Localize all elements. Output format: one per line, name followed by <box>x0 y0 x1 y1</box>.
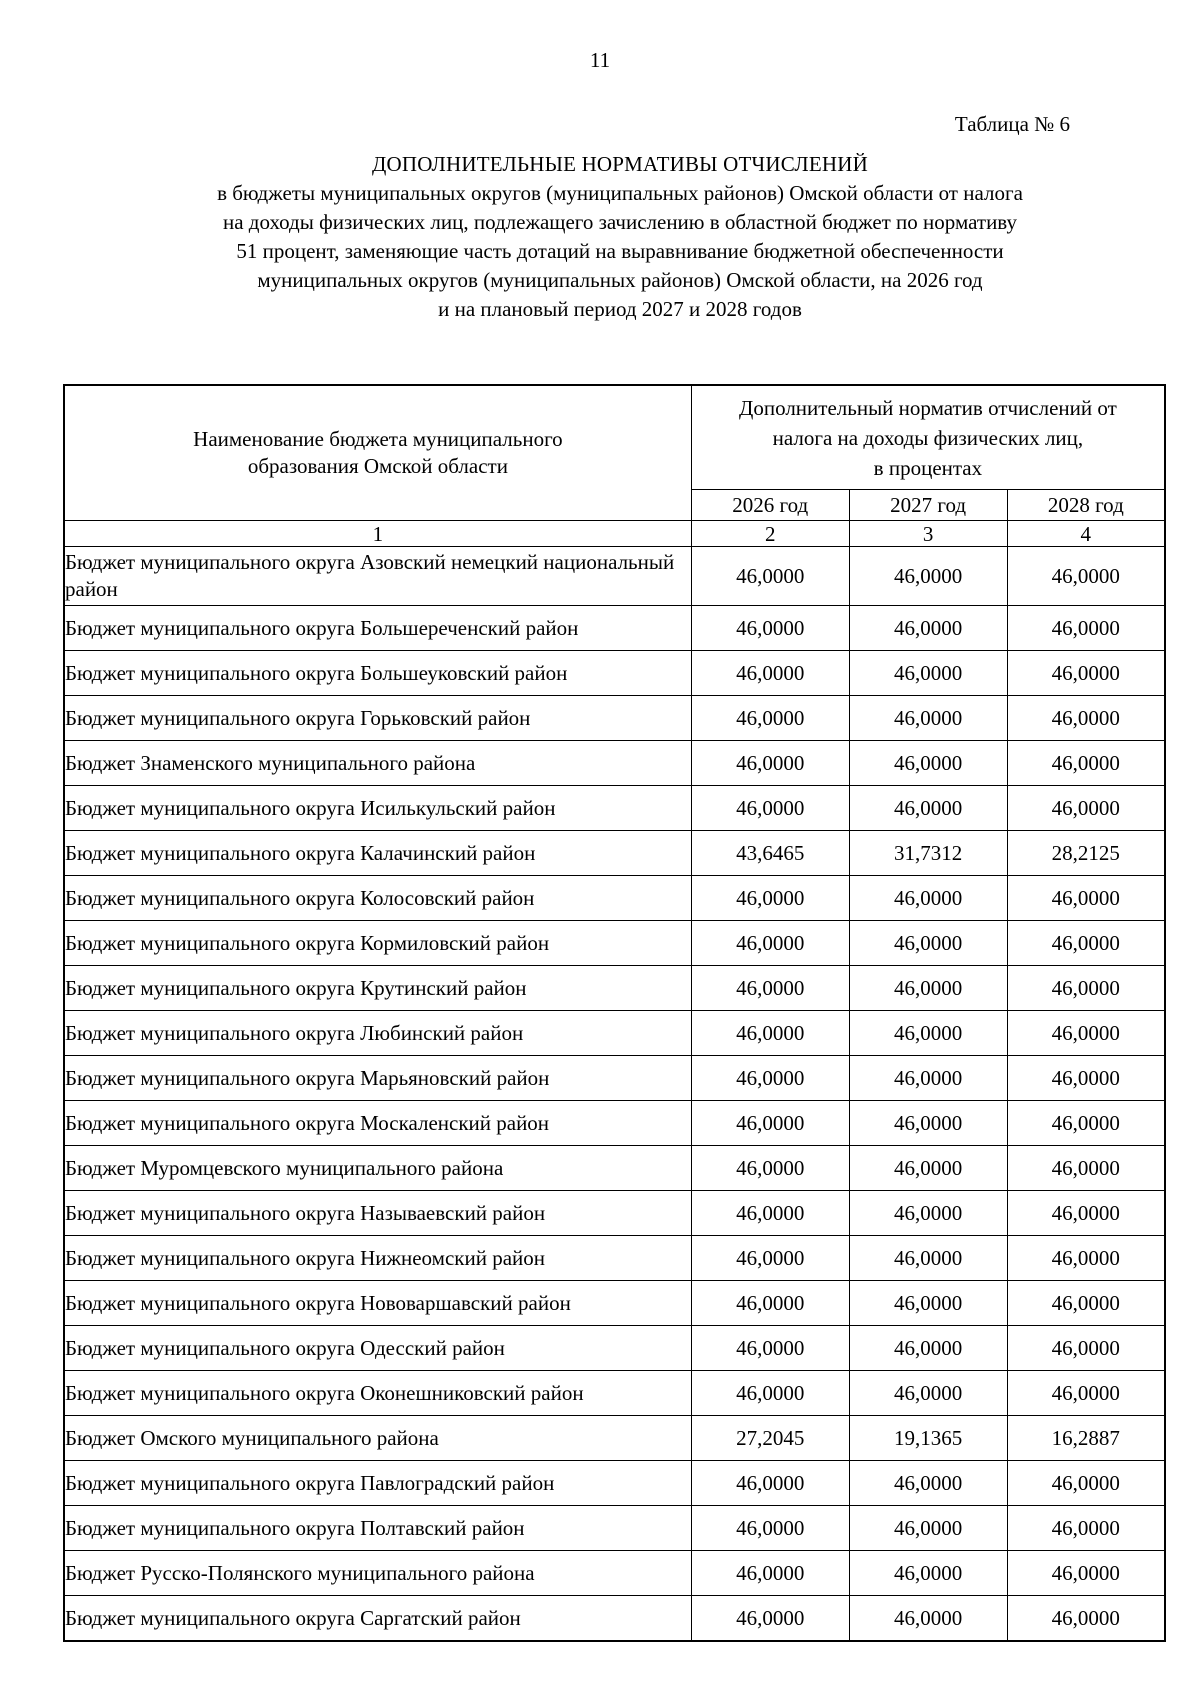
column-number-4: 4 <box>1007 521 1165 547</box>
table-row <box>64 1191 1165 1236</box>
row-value-2026: 46,0000 <box>691 1011 849 1056</box>
row-value-2027: 46,0000 <box>849 606 1007 651</box>
row-value-2026: 46,0000 <box>691 1281 849 1326</box>
table-row <box>64 1236 1165 1281</box>
row-value-2028: 46,0000 <box>1007 1506 1165 1551</box>
row-name: Бюджет муниципального округа Марьяновский район <box>64 1056 691 1101</box>
document-title <box>140 150 1100 324</box>
row-value-2028: 46,0000 <box>1007 1461 1165 1506</box>
header-budget-name-line-2: образования Омской области <box>247 454 508 478</box>
row-value-2027: 19,1365 <box>849 1416 1007 1461</box>
title-line-3: на доходы физических лиц, подлежащего зачислению в областной бюджет по нормативу <box>222 210 1018 234</box>
table-row <box>64 786 1165 831</box>
table-row <box>64 831 1165 876</box>
table-row <box>64 741 1165 786</box>
title-line-6: и на плановый период 2027 и 2028 годов <box>438 297 802 321</box>
row-value-2026: 46,0000 <box>691 966 849 1011</box>
table-row <box>64 1461 1165 1506</box>
row-value-2028: 46,0000 <box>1007 696 1165 741</box>
row-value-2027: 46,0000 <box>849 1551 1007 1596</box>
row-value-2028: 46,0000 <box>1007 606 1165 651</box>
title-line-2: в бюджеты муниципальных округов (муниципальных районов) Омской области от налога <box>217 181 1023 205</box>
header-budget-name-line-1: Наименование бюджета муниципального <box>193 427 563 451</box>
row-name: Бюджет муниципального округа Большереченский район <box>64 606 691 651</box>
row-value-2026: 46,0000 <box>691 921 849 966</box>
row-value-2026: 46,0000 <box>691 547 849 606</box>
row-value-2027: 46,0000 <box>849 1011 1007 1056</box>
row-value-2028: 46,0000 <box>1007 741 1165 786</box>
table-row <box>64 1416 1165 1461</box>
column-number-3: 3 <box>849 521 1007 547</box>
table-row <box>64 1326 1165 1371</box>
row-name: Бюджет муниципального округа Нижнеомский район <box>64 1236 691 1281</box>
header-year-2027: 2027 год <box>849 490 1007 521</box>
row-value-2026: 46,0000 <box>691 786 849 831</box>
table-row <box>64 1281 1165 1326</box>
table-row <box>64 921 1165 966</box>
row-value-2027: 46,0000 <box>849 966 1007 1011</box>
table-row <box>64 1596 1165 1642</box>
row-name: Бюджет муниципального округа Называевский район <box>64 1191 691 1236</box>
row-name: Бюджет Знаменского муниципального района <box>64 741 691 786</box>
row-name: Бюджет Русско-Полянского муниципального района <box>64 1551 691 1596</box>
row-name: Бюджет муниципального округа Москаленский район <box>64 1101 691 1146</box>
row-value-2028: 46,0000 <box>1007 1326 1165 1371</box>
page-number: 11 <box>589 48 611 72</box>
table-row <box>64 651 1165 696</box>
row-name: Бюджет муниципального округа Крутинский район <box>64 966 691 1011</box>
row-value-2028: 46,0000 <box>1007 1551 1165 1596</box>
row-value-2028: 46,0000 <box>1007 1011 1165 1056</box>
row-name: Бюджет муниципального округа Оконешниковский район <box>64 1371 691 1416</box>
row-value-2027: 46,0000 <box>849 786 1007 831</box>
row-value-2028: 46,0000 <box>1007 1596 1165 1642</box>
row-value-2028: 46,0000 <box>1007 1236 1165 1281</box>
table-row <box>64 1506 1165 1551</box>
row-value-2028: 46,0000 <box>1007 1101 1165 1146</box>
column-number-1: 1 <box>64 521 691 547</box>
header-year-2026: 2026 год <box>691 490 849 521</box>
row-value-2027: 46,0000 <box>849 1101 1007 1146</box>
row-value-2028: 46,0000 <box>1007 966 1165 1011</box>
row-value-2028: 46,0000 <box>1007 921 1165 966</box>
row-value-2028: 46,0000 <box>1007 1281 1165 1326</box>
row-value-2027: 46,0000 <box>849 1461 1007 1506</box>
row-value-2026: 46,0000 <box>691 741 849 786</box>
row-value-2027: 46,0000 <box>849 1371 1007 1416</box>
header-year-2028: 2028 год <box>1007 490 1165 521</box>
row-value-2027: 31,7312 <box>849 831 1007 876</box>
row-value-2026: 46,0000 <box>691 1596 849 1642</box>
row-value-2027: 46,0000 <box>849 696 1007 741</box>
row-name: Бюджет муниципального округа Азовский немецкий национальный район <box>64 547 691 606</box>
row-value-2027: 46,0000 <box>849 547 1007 606</box>
table-row <box>64 876 1165 921</box>
row-value-2026: 27,2045 <box>691 1416 849 1461</box>
row-name: Бюджет муниципального округа Большеуковский район <box>64 651 691 696</box>
header-norm-line-1: Дополнительный норматив отчислений от <box>739 395 1117 420</box>
header-norm-group <box>691 385 1165 490</box>
row-value-2028: 46,0000 <box>1007 1371 1165 1416</box>
row-name: Бюджет муниципального округа Одесский район <box>64 1326 691 1371</box>
table-row <box>64 547 1165 606</box>
column-number-2: 2 <box>691 521 849 547</box>
norms-table <box>63 384 1166 1642</box>
title-line-5: муниципальных округов (муниципальных районов) Омской области, на 2026 год <box>257 268 983 292</box>
row-value-2026: 46,0000 <box>691 1146 849 1191</box>
row-value-2026: 46,0000 <box>691 876 849 921</box>
row-name: Бюджет Муромцевского муниципального района <box>64 1146 691 1191</box>
title-line-1: ДОПОЛНИТЕЛЬНЫЕ НОРМАТИВЫ ОТЧИСЛЕНИЙ <box>371 152 868 176</box>
row-value-2026: 46,0000 <box>691 1371 849 1416</box>
row-name: Бюджет муниципального округа Павлоградский район <box>64 1461 691 1506</box>
row-value-2028: 46,0000 <box>1007 1146 1165 1191</box>
row-name: Бюджет муниципального округа Колосовский район <box>64 876 691 921</box>
row-value-2026: 46,0000 <box>691 1551 849 1596</box>
row-value-2026: 46,0000 <box>691 1101 849 1146</box>
row-name: Бюджет муниципального округа Нововаршавский район <box>64 1281 691 1326</box>
header-norm-line-3: в процентах <box>873 455 983 480</box>
row-value-2027: 46,0000 <box>849 1281 1007 1326</box>
row-value-2027: 46,0000 <box>849 651 1007 696</box>
table-row <box>64 606 1165 651</box>
row-name: Бюджет муниципального округа Калачинский район <box>64 831 691 876</box>
row-value-2027: 46,0000 <box>849 1056 1007 1101</box>
row-value-2028: 46,0000 <box>1007 1191 1165 1236</box>
row-name: Бюджет муниципального округа Полтавский район <box>64 1506 691 1551</box>
row-value-2027: 46,0000 <box>849 741 1007 786</box>
row-name: Бюджет муниципального округа Горьковский район <box>64 696 691 741</box>
row-value-2027: 46,0000 <box>849 1236 1007 1281</box>
row-value-2026: 46,0000 <box>691 1191 849 1236</box>
row-value-2027: 46,0000 <box>849 1506 1007 1551</box>
row-value-2026: 46,0000 <box>691 606 849 651</box>
table-row <box>64 1371 1165 1416</box>
row-value-2027: 46,0000 <box>849 1596 1007 1642</box>
header-budget-name <box>64 385 691 521</box>
header-norm-line-2: налога на доходы физических лиц, <box>772 425 1084 450</box>
table-row <box>64 1011 1165 1056</box>
table-row <box>64 1056 1165 1101</box>
table-row <box>64 696 1165 741</box>
row-value-2028: 16,2887 <box>1007 1416 1165 1461</box>
row-value-2026: 46,0000 <box>691 1506 849 1551</box>
row-name: Бюджет Омского муниципального района <box>64 1416 691 1461</box>
row-value-2027: 46,0000 <box>849 1326 1007 1371</box>
title-line-4: 51 процент, заменяющие часть дотаций на выравнивание бюджетной обеспеченности <box>236 239 1004 263</box>
row-value-2026: 46,0000 <box>691 651 849 696</box>
row-name: Бюджет муниципального округа Саргатский район <box>64 1596 691 1642</box>
row-value-2028: 46,0000 <box>1007 876 1165 921</box>
row-value-2026: 46,0000 <box>691 1236 849 1281</box>
table-row <box>64 1551 1165 1596</box>
row-value-2026: 46,0000 <box>691 1056 849 1101</box>
row-value-2026: 43,6465 <box>691 831 849 876</box>
row-name: Бюджет муниципального округа Кормиловский район <box>64 921 691 966</box>
row-name: Бюджет муниципального округа Любинский район <box>64 1011 691 1056</box>
row-value-2028: 28,2125 <box>1007 831 1165 876</box>
row-value-2027: 46,0000 <box>849 1191 1007 1236</box>
row-value-2028: 46,0000 <box>1007 651 1165 696</box>
table-label: Таблица № 6 <box>954 112 1070 136</box>
row-value-2027: 46,0000 <box>849 1146 1007 1191</box>
table-row <box>64 1101 1165 1146</box>
row-value-2028: 46,0000 <box>1007 547 1165 606</box>
row-value-2028: 46,0000 <box>1007 786 1165 831</box>
row-value-2026: 46,0000 <box>691 696 849 741</box>
table-row <box>64 966 1165 1011</box>
row-value-2027: 46,0000 <box>849 921 1007 966</box>
row-name: Бюджет муниципального округа Исилькульский район <box>64 786 691 831</box>
row-value-2026: 46,0000 <box>691 1326 849 1371</box>
row-value-2027: 46,0000 <box>849 876 1007 921</box>
row-value-2028: 46,0000 <box>1007 1056 1165 1101</box>
row-value-2026: 46,0000 <box>691 1461 849 1506</box>
table-row <box>64 1146 1165 1191</box>
